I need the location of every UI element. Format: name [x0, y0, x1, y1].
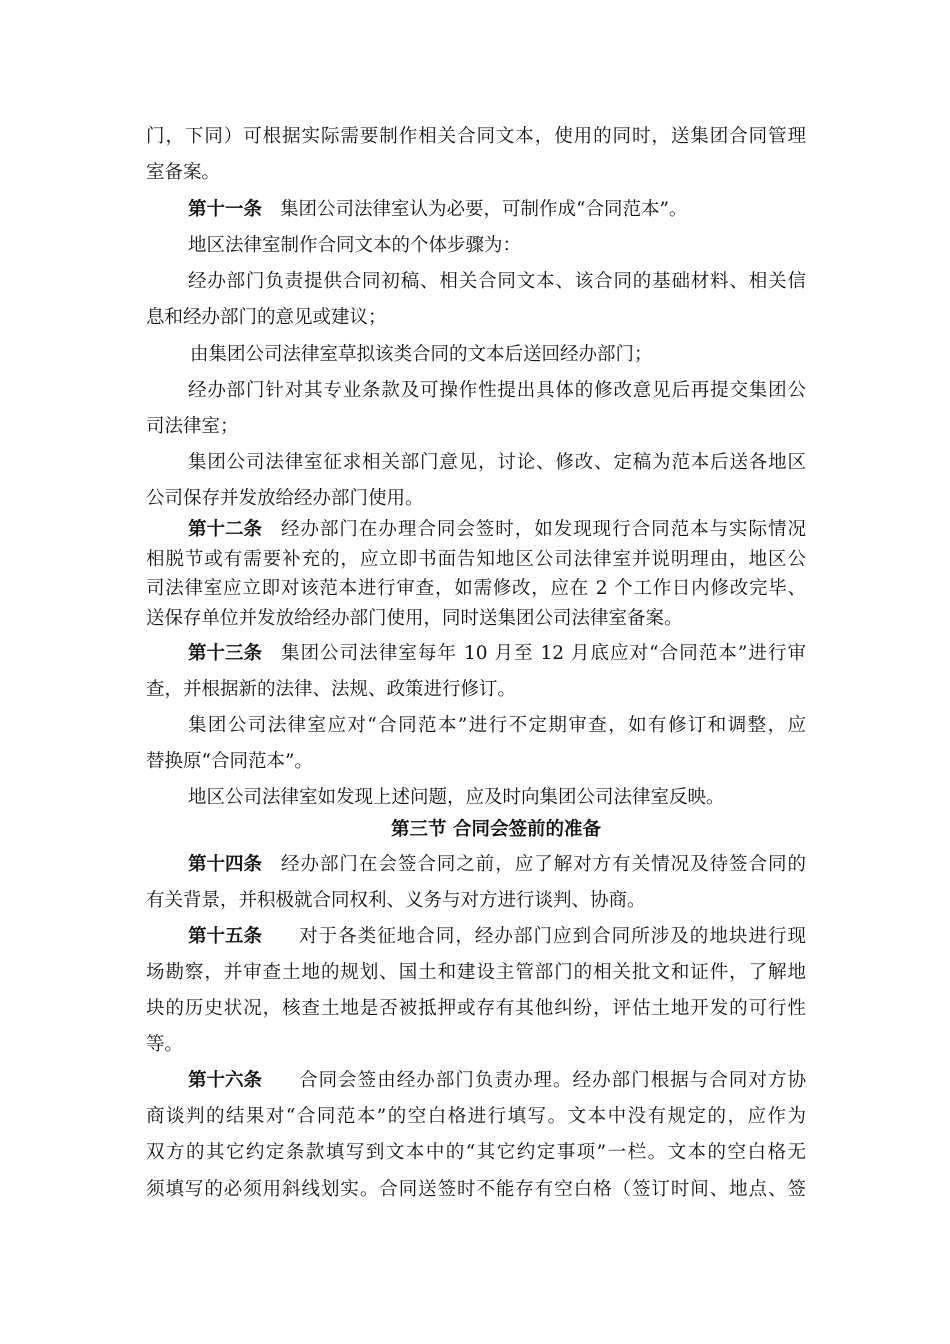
text-line: 司法律室应立即对该范本进行审查，如需修改，应在 2 个工作日内修改完毕、 — [146, 578, 806, 599]
text-line: 地区公司法律室如发现上述问题，应及时向集团公司法律室反映。 — [188, 787, 725, 808]
article-text: 合同会签由经办部门负责办理。经办部门根据与合同对方协 — [298, 1070, 806, 1091]
article-text: 集团公司法律室每年 10 月至 12 月底应对“合同范本”进行审 — [280, 643, 806, 664]
article-number: 第十四条 — [188, 854, 263, 875]
article-number: 第十六条 — [188, 1070, 263, 1091]
text-line: 集团公司法律室征求相关部门意见，讨论、修改、定稿为范本后送各地区 — [188, 452, 806, 473]
article-14 — [188, 852, 806, 878]
article-text: 经办部门在办理合同会签时，如发现现行合同范本与实际情况 — [280, 519, 806, 540]
text-line: 替换原“合同范本”。 — [146, 751, 313, 772]
article-number: 第十五条 — [188, 926, 263, 947]
text-line: 场勘察，并审查土地的规划、国土和建设主管部门的相关批文和证件，了解地 — [146, 962, 806, 983]
article-12 — [188, 517, 806, 543]
article-11 — [188, 197, 806, 223]
text-line: 由集团公司法律室草拟该类合同的文本后送回经办部门； — [190, 344, 653, 365]
text-line: 块的历史状况，核查土地是否被抵押或存有其他纠纷，评估土地开发的可行性 — [146, 998, 806, 1019]
article-15 — [188, 924, 806, 950]
text-line: 经办部门负责提供合同初稿、相关合同文本、该合同的基础材料、相关信 — [188, 271, 806, 292]
text-line: 息和经办部门的意见或建议； — [146, 307, 387, 328]
text-line: 经办部门针对其专业条款及可操作性提出具体的修改意见后再提交集团公 — [188, 380, 806, 401]
text-line: 双方的其它约定条款填写到文本中的“其它约定事项”一栏。文本的空白格无 — [146, 1142, 806, 1163]
text-line: 商谈判的结果对“合同范本”的空白格进行填写。文本中没有规定的，应作为 — [146, 1106, 806, 1127]
text-line: 等。 — [146, 1034, 184, 1055]
section-heading: 第三节 合同会签前的准备 — [391, 819, 601, 840]
text-line: 地区法律室制作合同文本的个体步骤为： — [188, 235, 522, 256]
article-number: 第十三条 — [188, 643, 263, 664]
text-line: 送保存单位并发放给经办部门使用，同时送集团公司法律室备案。 — [146, 608, 683, 629]
text-line: 有关背景，并积极就合同权利、义务与对方进行谈判、协商。 — [146, 890, 646, 911]
text-line: 集团公司法律室应对“合同范本”进行不定期审查，如有修订和调整，应 — [188, 715, 806, 736]
text-line: 司法律室； — [146, 416, 239, 437]
article-text: 对于各类征地合同，经办部门应到合同所涉及的地块进行现 — [298, 926, 806, 947]
article-text: 集团公司法律室认为必要，可制作成“合同范本”。 — [280, 199, 688, 220]
text-line: 相脱节或有需要补充的，应立即书面告知地区公司法律室并说明理由，地区公 — [146, 549, 806, 570]
article-number: 第十二条 — [188, 519, 263, 540]
article-13 — [188, 641, 806, 667]
article-text: 经办部门在会签合同之前，应了解对方有关情况及待签合同的 — [280, 854, 806, 875]
text-line: 须填写的必须用斜线划实。合同送签时不能存有空白格（签订时间、地点、签 — [146, 1179, 806, 1200]
text-line: 室备案。 — [146, 162, 221, 183]
text-line: 公司保存并发放给经办部门使用。 — [146, 488, 424, 509]
text-line: 门，下同）可根据实际需要制作相关合同文本，使用的同时，送集团合同管理 — [146, 126, 806, 147]
article-number: 第十一条 — [188, 199, 263, 220]
article-16 — [188, 1068, 806, 1094]
text-line: 查，并根据新的法律、法规、政策进行修订。 — [146, 679, 517, 700]
